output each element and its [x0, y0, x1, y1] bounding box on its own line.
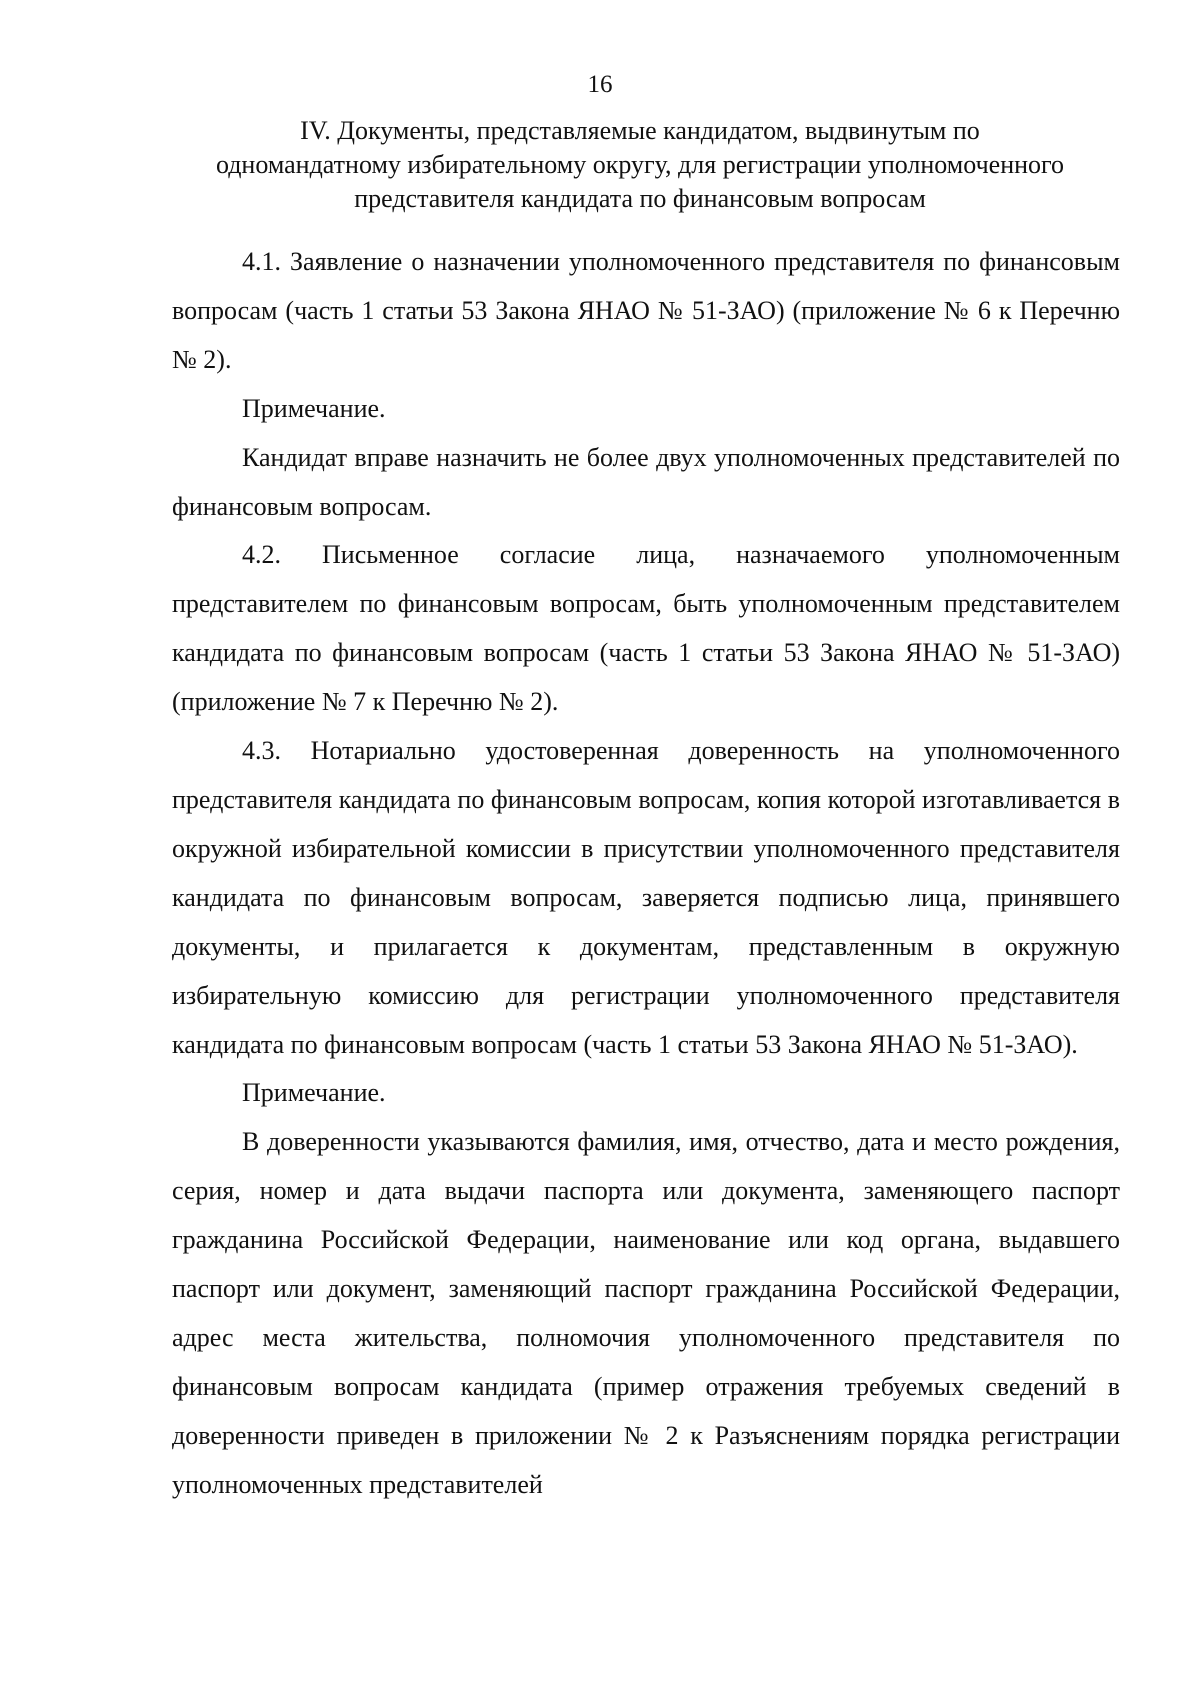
document-body: [172, 238, 1120, 1510]
section-heading: [160, 114, 1120, 216]
note-label: Примечание.: [242, 393, 386, 423]
paragraph-4-2: 4.2. Письменное согласие лица, назначаемого уполномоченным представителем по финансовым вопросам, быть уполномоченным представителем кандидата по финансовым вопросам (часть 1 статьи 53 Закона ЯНАО № 51-ЗАО) (приложение № 7 к Перечню № 2).: [172, 540, 1120, 717]
paragraph-4-1: 4.1. Заявление о назначении уполномоченного представителя по финансовым вопросам (часть 1 статьи 53 Закона ЯНАО № 51-ЗАО) (приложение № 6 к Перечню № 2).: [172, 247, 1120, 374]
paragraph-4-3: 4.3. Нотариально удостоверенная доверенность на уполномоченного представителя кандидата по финансовым вопросам, копия которой изготавливается в окружной избирательной комиссии в присутствии уполномоченного представителя кандидата по финансовым вопросам, заверяется подписью лица, принявшего документы, и прилагается к документам, представленным в окружную избирательную комиссию для регистрации уполномоченного представителя кандидата по финансовым вопросам (часть 1 статьи 53 Закона ЯНАО № 51-ЗАО).: [172, 736, 1120, 1059]
note-text: Кандидат вправе назначить не более двух уполномоченных представителей по финансовым вопросам.: [172, 442, 1120, 521]
heading-line-1: IV. Документы, представляемые кандидатом, выдвинутым по: [300, 116, 980, 145]
heading-line-3: представителя кандидата по финансовым вопросам: [354, 184, 926, 213]
page-number: 16: [587, 71, 613, 98]
heading-line-2: одномандатному избирательному округу, для регистрации уполномоченного: [215, 150, 1065, 179]
note-text: В доверенности указываются фамилия, имя, отчество, дата и место рождения, серия, номер и дата выдачи паспорта или документа, заменяющего паспорт гражданина Российской Федерации, наименование или код органа, выдавшего паспорт или документ, заменяющий паспорт гражданина Российской Федерации, адрес места жительства, полномочия уполномоченного представителя по финансовым вопросам кандидата (пример отражения требуемых сведений в доверенности приведен в приложении № 2 к Разъяснениям порядка регистрации уполномоченных представителей: [172, 1127, 1120, 1499]
note-label: Примечание.: [242, 1078, 386, 1108]
